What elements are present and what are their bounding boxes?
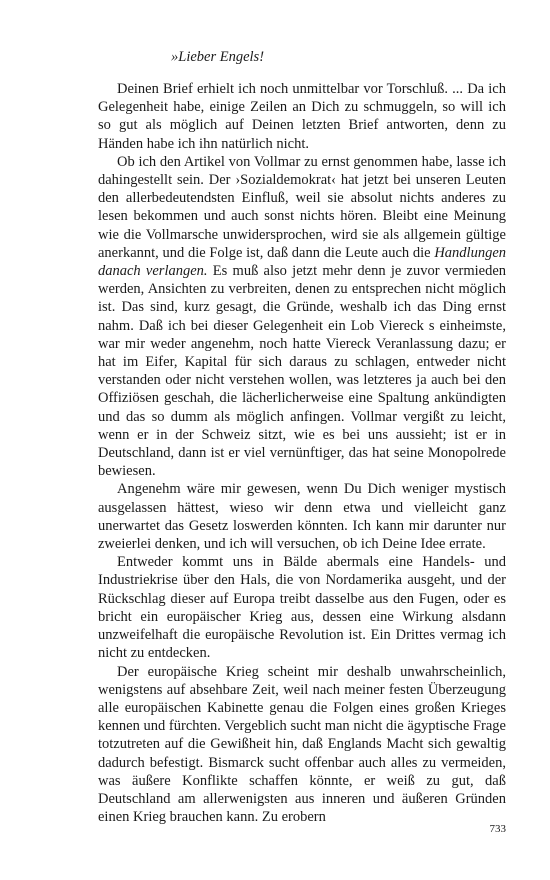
paragraph-2-text-a: Ob ich den Artikel von Vollmar zu ernst genommen habe, lasse ich dahingestellt sein. Der ›Sozialdemokrat‹ hat jetzt bei unseren Leuten den allerbedeutendsten Einfluß, weil sie absolut nichts anderes zu lesen bekommen und auch sonst nichts hören. Bleibt eine Meinung wie die Vollmarsche unwidersprochen, wird sie als allgemein gültige anerkannt, und die Folge ist, daß dann die Leute auch die — [98, 153, 506, 261]
paragraph-2-text-b: Es muß also jetzt mehr denn je zuvor vermieden werden, Ansichten zu verbreiten, denen zu entsprechen nicht möglich ist. Das sind, kurz gesagt, die Gründe, weshalb ich das Ding ernst nahm. Daß ich bei dieser Gelegenheit ein Lob Viereck s einheimste, war mir weder angenehm, noch hatte Viereck Veranlassung dazu; er hat im Eifer, Kapital für sich daraus zu schlagen, entweder nicht verstanden oder nicht verstehen wollen, was letzteres ja auch bei den Offiziösen geschah, die lächerlicherweise eine Spaltung ankündigten und das so dumm als möglich anfingen. Vollmar vergißt zu leicht, wenn er in der Schweiz sitzt, wie es bei uns aussieht; ist er in Deutschland, dann ist er viel vernünftiger, das hat seine Monopolrede bewiesen. — [98, 263, 506, 480]
letter-body — [98, 80, 506, 826]
paragraph-2-emphasis: Handlungen danach verlangen. — [98, 244, 506, 280]
page-number: 733 — [489, 823, 506, 835]
letter-salutation: »Lieber Engels! — [171, 49, 265, 65]
paragraph-2 — [98, 153, 506, 481]
paragraph-4: Entweder kommt uns in Bälde abermals eine Handels- und Industriekrise über den Hals, die von Nordamerika ausgeht, und der Rückschlag dieser auf Europa treibt dasselbe aus den Fugen, oder es bricht ein europäischer Krieg aus, dessen eine Wirkung alsdann unzweifelhaft die europäische Revolution ist. Ein Drittes vermag ich nicht zu entdecken. — [98, 554, 506, 662]
paragraph-1: Deinen Brief erhielt ich noch unmittelbar vor Torschluß. ... Da ich Gelegenheit habe, einige Zeilen an Dich zu schmuggeln, so will ich so gut als möglich auf Deinen letzten Brief antworten, denn zu Händen habe ich ihn natürlich nicht. — [98, 81, 506, 152]
paragraph-5: Der europäische Krieg scheint mir deshalb unwahrscheinlich, wenigstens auf absehbare Zeit, weil nach meiner festen Überzeugung alle europäischen Kabinette genau die Folgen eines großen Krieges kennen und fürchten. Vergeblich sucht man nicht die ägyptische Frage totzutreten auf die Gewißheit hin, daß Englands Macht sich gewaltig dadurch befestigt. Bismarck sucht offenbar auch alles zu vermeiden, was äußere Konflikte schaffen könnte, er weiß zu gut, daß Deutschland am allerwenigsten aus inneren und äußeren Gründen einen Krieg brauchen kann. Zu erobern — [98, 663, 506, 826]
paragraph-3: Angenehm wäre mir gewesen, wenn Du Dich weniger mystisch ausgelassen hättest, wieso wir denn etwa und vielleicht ganz unerwartet das Gesetz loswerden könnten. Ich kann mir darunter nur zweierlei denken, und ich will versuchen, ob ich Deine Idee errate. — [98, 481, 506, 553]
